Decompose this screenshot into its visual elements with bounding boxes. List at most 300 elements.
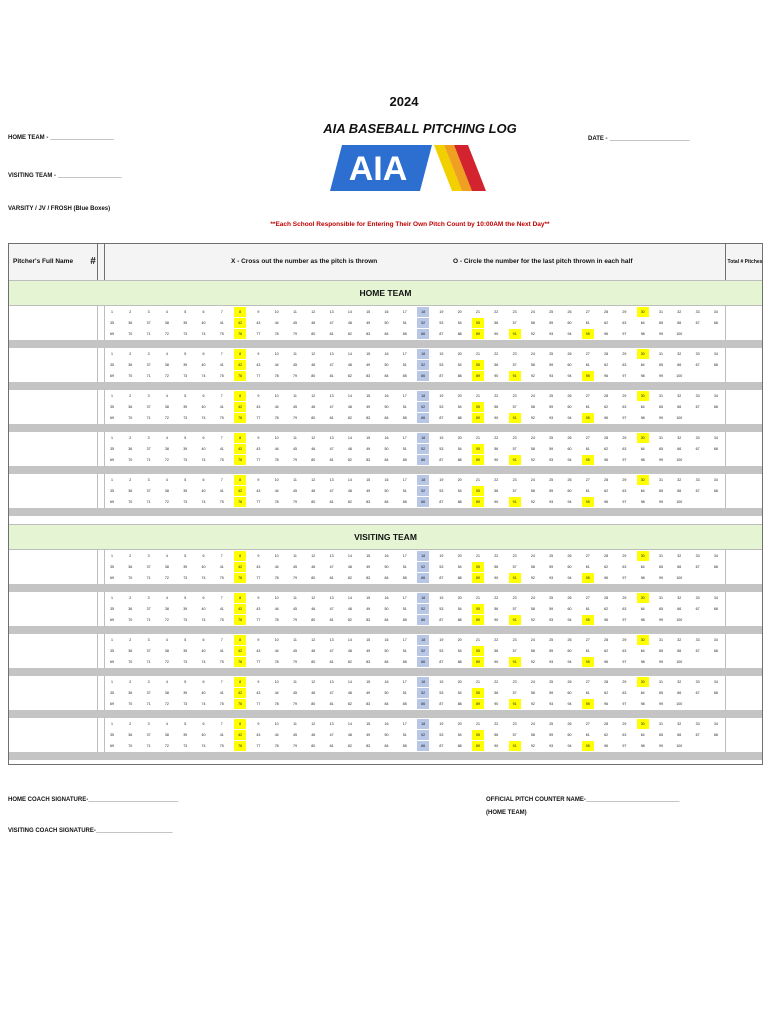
pitch-count-cell[interactable]: 99 (659, 416, 663, 420)
pitch-count-cell[interactable]: 45 (293, 363, 297, 367)
pitch-count-cell[interactable]: 92 (530, 744, 535, 748)
pitch-count-cell[interactable]: 86 (417, 741, 429, 751)
pitch-count-cell[interactable]: 9 (257, 680, 260, 684)
pitch-count-cell[interactable]: 62 (604, 489, 609, 493)
pitch-count-cell[interactable]: 56 (494, 649, 499, 653)
pitch-count-cell[interactable]: 73 (183, 660, 188, 664)
pitch-count-cell[interactable]: 75 (219, 332, 224, 336)
pitch-count-cell[interactable]: 79 (293, 576, 297, 580)
pitch-count-cell[interactable]: 68 (713, 649, 718, 653)
pitch-count-cell[interactable]: 4 (165, 352, 168, 356)
pitch-count-cell[interactable]: 60 (567, 321, 572, 325)
pitch-count-cell[interactable]: 16 (384, 310, 389, 314)
pitch-count-cell[interactable]: 59 (549, 733, 554, 737)
pitch-count-cell[interactable]: 32 (677, 596, 682, 600)
pitch-count-cell[interactable]: 53 (439, 565, 444, 569)
pitch-count-cell[interactable]: 11 (293, 554, 297, 558)
pitch-count-cell[interactable]: 3 (147, 554, 150, 558)
pitch-count-cell[interactable]: 6 (202, 638, 205, 642)
pitch-count-cell[interactable]: 100 (676, 500, 683, 504)
pitch-count-cell[interactable]: 86 (417, 573, 429, 583)
pitch-count-cell[interactable]: 46 (311, 733, 316, 737)
pitch-count-cell[interactable]: 12 (311, 596, 316, 600)
pitch-count-cell[interactable]: 94 (567, 500, 572, 504)
pitch-count-cell[interactable]: 91 (509, 371, 521, 381)
pitch-count-cell[interactable]: 41 (219, 321, 224, 325)
pitch-count-cell[interactable]: 97 (622, 660, 627, 664)
pitch-count-cell[interactable]: 4 (165, 680, 168, 684)
pitch-count-cell[interactable]: 81 (329, 374, 334, 378)
pitch-count-cell[interactable]: 35 (110, 405, 114, 409)
pitch-count-cell[interactable]: 11 (293, 638, 297, 642)
pitch-count-cell[interactable]: 81 (329, 702, 334, 706)
pitch-count-cell[interactable]: 84 (384, 458, 389, 462)
pitch-count-cell[interactable]: 38 (164, 691, 169, 695)
pitch-count-cell[interactable]: 40 (201, 321, 206, 325)
pitch-count-cell[interactable]: 11 (293, 680, 297, 684)
pitch-count-cell[interactable]: 8 (234, 719, 246, 729)
pitch-count-cell[interactable]: 48 (347, 649, 352, 653)
pitch-count-cell[interactable]: 78 (274, 744, 279, 748)
pitch-count-cell[interactable]: 42 (234, 646, 246, 656)
pitch-count-cell[interactable]: 24 (530, 554, 535, 558)
pitch-count-cell[interactable]: 66 (677, 447, 682, 451)
pitch-count-cell[interactable]: 48 (347, 489, 352, 493)
pitch-count-cell[interactable]: 91 (509, 413, 521, 423)
pitch-count-cell[interactable]: 48 (347, 447, 352, 451)
pitch-count-cell[interactable]: 62 (604, 649, 609, 653)
pitch-count-cell[interactable]: 68 (713, 489, 718, 493)
pitch-count-cell[interactable]: 86 (417, 657, 429, 667)
pitch-count-cell[interactable]: 5 (184, 394, 187, 398)
pitch-count-cell[interactable]: 13 (329, 310, 334, 314)
pitch-count-cell[interactable]: 86 (417, 455, 429, 465)
pitch-count-cell[interactable]: 69 (110, 332, 114, 336)
pitch-count-cell[interactable]: 52 (417, 360, 429, 370)
pitch-count-cell[interactable]: 22 (494, 638, 499, 642)
pitch-count-cell[interactable]: 77 (256, 660, 261, 664)
pitch-count-cell[interactable]: 80 (311, 416, 316, 420)
pitch-count-cell[interactable]: 91 (509, 741, 521, 751)
pitch-count-cell[interactable]: 63 (622, 405, 627, 409)
date-value[interactable]: ________________________ (609, 136, 690, 142)
pitch-count-cell[interactable]: 84 (384, 374, 389, 378)
pitch-count-cell[interactable]: 17 (402, 310, 407, 314)
pitch-count-cell[interactable]: 95 (582, 741, 594, 751)
pitch-count-cell[interactable]: 24 (530, 436, 535, 440)
pitch-count-cell[interactable]: 34 (713, 352, 718, 356)
pitch-count-cell[interactable]: 16 (384, 352, 389, 356)
pitch-count-cell[interactable]: 70 (128, 500, 133, 504)
pitch-count-cell[interactable]: 89 (472, 699, 484, 709)
pitch-count-cell[interactable]: 19 (439, 478, 444, 482)
pitch-count-cell[interactable]: 21 (476, 352, 480, 356)
pitch-count-cell[interactable]: 20 (457, 478, 462, 482)
pitch-count-cell[interactable]: 100 (676, 618, 683, 622)
pitch-count-cell[interactable]: 70 (128, 416, 133, 420)
pitch-count-cell[interactable]: 32 (677, 394, 682, 398)
pitch-count-cell[interactable]: 90 (494, 500, 499, 504)
pitch-count-cell[interactable]: 93 (549, 332, 554, 336)
pitch-count-cell[interactable]: 65 (659, 321, 663, 325)
pitch-count-cell[interactable]: 66 (677, 489, 682, 493)
pitch-count-cell[interactable]: 45 (293, 489, 297, 493)
pitch-count-cell[interactable]: 49 (366, 363, 371, 367)
pitch-count-cell[interactable]: 96 (604, 618, 609, 622)
pitch-count-cell[interactable]: 21 (476, 554, 480, 558)
pitch-count-cell[interactable]: 22 (494, 436, 499, 440)
pitch-count-cell[interactable]: 76 (234, 497, 246, 507)
pitch-count-cell[interactable]: 66 (677, 321, 682, 325)
pitch-count-cell[interactable]: 79 (293, 374, 297, 378)
pitch-count-cell[interactable]: 21 (476, 680, 480, 684)
total-pitches-cell[interactable] (725, 390, 763, 424)
pitch-count-cell[interactable]: 51 (402, 405, 407, 409)
pitch-count-cell[interactable]: 10 (274, 478, 279, 482)
pitch-count-cell[interactable]: 54 (457, 405, 462, 409)
pitch-count-cell[interactable]: 7 (220, 436, 223, 440)
pitch-count-cell[interactable]: 20 (457, 596, 462, 600)
pitch-count-cell[interactable]: 59 (549, 489, 554, 493)
pitch-count-cell[interactable]: 50 (384, 565, 389, 569)
pitch-count-cell[interactable]: 78 (274, 702, 279, 706)
pitch-count-cell[interactable]: 92 (530, 374, 535, 378)
pitch-count-cell[interactable]: 55 (472, 318, 484, 328)
pitch-count-cell[interactable]: 56 (494, 691, 499, 695)
pitch-count-cell[interactable]: 2 (129, 722, 132, 726)
pitch-count-cell[interactable]: 43 (256, 733, 261, 737)
pitch-count-cell[interactable]: 93 (549, 458, 554, 462)
pitch-count-cell[interactable]: 21 (476, 478, 480, 482)
pitch-count-cell[interactable]: 85 (402, 458, 407, 462)
pitch-count-cell[interactable]: 42 (234, 604, 246, 614)
pitch-count-cell[interactable]: 67 (695, 447, 700, 451)
pitch-count-cell[interactable]: 92 (530, 660, 535, 664)
pitch-count-cell[interactable]: 44 (274, 405, 279, 409)
pitch-count-cell[interactable]: 16 (384, 680, 389, 684)
pitch-count-cell[interactable]: 19 (439, 394, 444, 398)
pitch-count-cell[interactable]: 87 (439, 618, 444, 622)
pitch-count-cell[interactable]: 91 (509, 573, 521, 583)
pitch-count-cell[interactable]: 86 (417, 413, 429, 423)
pitch-count-cell[interactable]: 1 (111, 554, 113, 558)
pitch-count-cell[interactable]: 34 (713, 478, 718, 482)
pitch-count-cell[interactable]: 49 (366, 321, 371, 325)
pitch-count-cell[interactable]: 9 (257, 596, 260, 600)
pitch-count-cell[interactable]: 7 (220, 638, 223, 642)
pitch-count-cell[interactable]: 2 (129, 638, 132, 642)
pitch-count-cell[interactable]: 49 (366, 649, 371, 653)
pitch-count-cell[interactable]: 7 (220, 352, 223, 356)
pitch-count-cell[interactable]: 57 (512, 489, 517, 493)
pitch-count-cell[interactable]: 27 (585, 394, 590, 398)
pitch-count-cell[interactable]: 28 (604, 680, 609, 684)
pitch-count-cell[interactable]: 8 (234, 677, 246, 687)
pitch-count-cell[interactable]: 66 (677, 691, 682, 695)
pitch-count-cell[interactable]: 94 (567, 416, 572, 420)
pitch-count-cell[interactable]: 45 (293, 733, 297, 737)
pitch-count-cell[interactable]: 25 (549, 596, 554, 600)
pitch-count-cell[interactable]: 50 (384, 363, 389, 367)
pitch-count-cell[interactable]: 46 (311, 607, 316, 611)
pitcher-name-cell[interactable] (9, 676, 98, 710)
pitch-count-cell[interactable]: 99 (659, 660, 663, 664)
pitch-count-cell[interactable]: 60 (567, 405, 572, 409)
pitch-count-cell[interactable]: 62 (604, 691, 609, 695)
pitch-count-cell[interactable]: 33 (695, 722, 700, 726)
pitch-count-cell[interactable]: 10 (274, 554, 279, 558)
pitch-count-cell[interactable]: 54 (457, 691, 462, 695)
pitch-count-cell[interactable]: 84 (384, 744, 389, 748)
pitch-count-cell[interactable]: 27 (585, 478, 590, 482)
pitch-count-cell[interactable]: 12 (311, 352, 316, 356)
pitch-count-cell[interactable]: 80 (311, 576, 316, 580)
pitch-count-cell[interactable]: 35 (110, 733, 114, 737)
pitch-count-cell[interactable]: 42 (234, 402, 246, 412)
pitch-count-cell[interactable]: 31 (659, 554, 663, 558)
pitch-count-cell[interactable]: 62 (604, 733, 609, 737)
pitch-count-cell[interactable]: 14 (347, 310, 352, 314)
pitch-count-cell[interactable]: 26 (567, 394, 572, 398)
pitch-count-cell[interactable]: 91 (509, 615, 521, 625)
pitch-count-cell[interactable]: 85 (402, 618, 407, 622)
pitch-count-cell[interactable]: 5 (184, 638, 187, 642)
pitcher-name-cell[interactable] (9, 348, 98, 382)
pitch-count-cell[interactable]: 65 (659, 733, 663, 737)
pitch-count-cell[interactable]: 31 (659, 436, 663, 440)
pitch-count-cell[interactable]: 87 (439, 458, 444, 462)
pitch-count-cell[interactable]: 20 (457, 554, 462, 558)
pitch-count-cell[interactable]: 97 (622, 458, 627, 462)
pitch-count-cell[interactable]: 57 (512, 363, 517, 367)
pitch-count-cell[interactable]: 8 (234, 433, 246, 443)
pitch-count-cell[interactable]: 84 (384, 332, 389, 336)
pitch-count-cell[interactable]: 4 (165, 436, 168, 440)
pitch-count-cell[interactable]: 31 (659, 680, 663, 684)
pitch-count-cell[interactable]: 82 (347, 332, 352, 336)
pitch-count-cell[interactable]: 87 (439, 332, 444, 336)
pitch-count-cell[interactable]: 91 (509, 455, 521, 465)
pitch-count-cell[interactable]: 85 (402, 500, 407, 504)
pitch-count-cell[interactable]: 47 (329, 489, 334, 493)
pitch-count-cell[interactable]: 84 (384, 576, 389, 580)
pitch-count-cell[interactable]: 17 (402, 436, 407, 440)
pitch-count-cell[interactable]: 19 (439, 436, 444, 440)
pitch-count-cell[interactable]: 60 (567, 607, 572, 611)
pitch-count-cell[interactable]: 82 (347, 744, 352, 748)
pitch-count-cell[interactable]: 60 (567, 489, 572, 493)
pitch-count-cell[interactable]: 96 (604, 660, 609, 664)
pitch-count-cell[interactable]: 63 (622, 607, 627, 611)
pitch-count-cell[interactable]: 2 (129, 478, 132, 482)
pitch-count-cell[interactable]: 98 (640, 500, 645, 504)
pitch-count-cell[interactable]: 2 (129, 680, 132, 684)
pitch-count-cell[interactable]: 49 (366, 489, 371, 493)
pitch-count-cell[interactable]: 41 (219, 447, 224, 451)
pitch-count-cell[interactable]: 90 (494, 416, 499, 420)
pitch-count-cell[interactable]: 21 (476, 722, 480, 726)
pitch-count-cell[interactable]: 47 (329, 565, 334, 569)
pitch-count-cell[interactable]: 91 (509, 329, 521, 339)
pitch-count-cell[interactable]: 30 (637, 635, 649, 645)
pitch-count-cell[interactable]: 35 (110, 691, 114, 695)
pitch-count-cell[interactable]: 43 (256, 321, 261, 325)
pitch-count-cell[interactable]: 16 (384, 722, 389, 726)
pitch-count-cell[interactable]: 53 (439, 607, 444, 611)
pitch-count-cell[interactable]: 8 (234, 307, 246, 317)
pitch-count-cell[interactable]: 79 (293, 660, 297, 664)
pitcher-number-cell[interactable] (97, 550, 105, 584)
pitch-count-cell[interactable]: 1 (111, 680, 113, 684)
pitch-count-cell[interactable]: 77 (256, 702, 261, 706)
pitch-count-cell[interactable]: 37 (146, 649, 151, 653)
pitch-count-cell[interactable]: 22 (494, 596, 499, 600)
pitch-count-cell[interactable]: 33 (695, 436, 700, 440)
pitch-count-cell[interactable]: 30 (637, 391, 649, 401)
pitch-count-cell[interactable]: 82 (347, 374, 352, 378)
pitch-count-cell[interactable]: 66 (677, 565, 682, 569)
pitch-count-cell[interactable]: 50 (384, 405, 389, 409)
pitch-count-cell[interactable]: 42 (234, 444, 246, 454)
pitch-count-cell[interactable]: 49 (366, 405, 371, 409)
pitch-count-cell[interactable]: 56 (494, 447, 499, 451)
pitch-count-cell[interactable]: 90 (494, 744, 499, 748)
pitch-count-cell[interactable]: 64 (640, 321, 645, 325)
pitcher-name-cell[interactable] (9, 550, 98, 584)
pitch-count-cell[interactable]: 1 (111, 722, 113, 726)
pitch-count-cell[interactable]: 86 (417, 699, 429, 709)
pitch-count-cell[interactable]: 74 (201, 374, 206, 378)
pitch-count-cell[interactable]: 24 (530, 638, 535, 642)
pitch-count-cell[interactable]: 28 (604, 436, 609, 440)
pitch-count-cell[interactable]: 37 (146, 691, 151, 695)
pitch-count-cell[interactable]: 24 (530, 394, 535, 398)
pitch-count-cell[interactable]: 12 (311, 680, 316, 684)
pitch-count-cell[interactable]: 83 (366, 618, 371, 622)
pitch-count-cell[interactable]: 85 (402, 576, 407, 580)
pitch-count-cell[interactable]: 88 (457, 374, 462, 378)
pitch-count-cell[interactable]: 60 (567, 565, 572, 569)
pitch-count-cell[interactable]: 55 (472, 688, 484, 698)
pitch-count-cell[interactable]: 82 (347, 416, 352, 420)
pitch-count-cell[interactable]: 1 (111, 394, 113, 398)
pitch-count-cell[interactable]: 31 (659, 638, 663, 642)
pitch-count-cell[interactable]: 57 (512, 649, 517, 653)
pitch-count-cell[interactable]: 62 (604, 363, 609, 367)
pitch-count-cell[interactable]: 89 (472, 371, 484, 381)
pitch-count-cell[interactable]: 75 (219, 374, 224, 378)
pitch-count-cell[interactable]: 57 (512, 691, 517, 695)
pitch-count-cell[interactable]: 49 (366, 447, 371, 451)
pitch-count-cell[interactable]: 7 (220, 554, 223, 558)
pitch-count-cell[interactable]: 24 (530, 722, 535, 726)
pitcher-number-cell[interactable] (97, 306, 105, 340)
pitch-count-cell[interactable]: 58 (530, 489, 535, 493)
pitcher-number-cell[interactable] (97, 718, 105, 752)
pitch-count-cell[interactable]: 99 (659, 576, 663, 580)
pitch-count-cell[interactable]: 59 (549, 363, 554, 367)
pitch-count-cell[interactable]: 84 (384, 500, 389, 504)
pitch-count-cell[interactable]: 12 (311, 394, 316, 398)
pitch-count-cell[interactable]: 51 (402, 733, 407, 737)
pitch-count-cell[interactable]: 61 (585, 607, 590, 611)
pitch-count-cell[interactable]: 39 (183, 607, 188, 611)
pitch-count-cell[interactable]: 47 (329, 405, 334, 409)
pitch-count-cell[interactable]: 74 (201, 500, 206, 504)
pitch-count-cell[interactable]: 6 (202, 722, 205, 726)
pitch-count-cell[interactable]: 57 (512, 607, 517, 611)
pitch-count-cell[interactable]: 30 (637, 349, 649, 359)
pitch-count-cell[interactable]: 23 (512, 394, 517, 398)
pitch-count-cell[interactable]: 56 (494, 363, 499, 367)
pitch-count-cell[interactable]: 16 (384, 478, 389, 482)
pitch-count-cell[interactable]: 59 (549, 691, 554, 695)
pitch-count-cell[interactable]: 69 (110, 618, 114, 622)
pitch-count-cell[interactable]: 44 (274, 489, 279, 493)
pitch-count-cell[interactable]: 48 (347, 565, 352, 569)
pitch-count-cell[interactable]: 89 (472, 497, 484, 507)
pitch-count-cell[interactable]: 55 (472, 604, 484, 614)
pitch-count-cell[interactable]: 33 (695, 478, 700, 482)
pitch-count-cell[interactable]: 28 (604, 722, 609, 726)
pitch-count-cell[interactable]: 15 (366, 554, 371, 558)
pitch-count-cell[interactable]: 79 (293, 458, 297, 462)
pitch-count-cell[interactable]: 43 (256, 447, 261, 451)
pitch-count-cell[interactable]: 46 (311, 405, 316, 409)
pitch-count-cell[interactable]: 14 (347, 722, 352, 726)
pitch-count-cell[interactable]: 47 (329, 691, 334, 695)
pitch-count-cell[interactable]: 78 (274, 374, 279, 378)
pitch-count-cell[interactable]: 15 (366, 722, 371, 726)
pitch-count-cell[interactable]: 82 (347, 702, 352, 706)
pitch-count-cell[interactable]: 97 (622, 744, 627, 748)
pitch-count-cell[interactable]: 72 (164, 458, 169, 462)
pitch-count-cell[interactable]: 5 (184, 436, 187, 440)
pitch-count-cell[interactable]: 35 (110, 321, 114, 325)
pitch-count-cell[interactable]: 39 (183, 321, 188, 325)
total-pitches-cell[interactable] (725, 718, 763, 752)
pitch-count-cell[interactable]: 61 (585, 447, 590, 451)
pitch-count-cell[interactable]: 89 (472, 329, 484, 339)
pitch-count-cell[interactable]: 19 (439, 722, 444, 726)
pitch-count-cell[interactable]: 37 (146, 405, 151, 409)
pitch-count-cell[interactable]: 7 (220, 478, 223, 482)
pitch-count-cell[interactable]: 4 (165, 596, 168, 600)
pitch-count-cell[interactable]: 16 (384, 596, 389, 600)
pitch-count-cell[interactable]: 9 (257, 554, 260, 558)
pitch-count-cell[interactable]: 81 (329, 660, 334, 664)
pitch-count-cell[interactable]: 37 (146, 607, 151, 611)
pitch-count-cell[interactable]: 60 (567, 649, 572, 653)
pitch-count-cell[interactable]: 65 (659, 405, 663, 409)
pitcher-name-cell[interactable] (9, 432, 98, 466)
pitch-count-cell[interactable]: 64 (640, 691, 645, 695)
pitch-count-cell[interactable]: 28 (604, 310, 609, 314)
pitch-count-cell[interactable]: 88 (457, 458, 462, 462)
pitch-count-cell[interactable]: 73 (183, 332, 188, 336)
pitch-count-cell[interactable]: 87 (439, 374, 444, 378)
pitch-count-cell[interactable]: 25 (549, 310, 554, 314)
pitch-count-cell[interactable]: 49 (366, 607, 371, 611)
pitch-count-cell[interactable]: 57 (512, 405, 517, 409)
pitch-count-cell[interactable]: 9 (257, 352, 260, 356)
pitch-count-cell[interactable]: 74 (201, 702, 206, 706)
pitch-count-cell[interactable]: 36 (128, 447, 133, 451)
pitch-count-cell[interactable]: 51 (402, 489, 407, 493)
pitch-count-cell[interactable]: 79 (293, 500, 297, 504)
pitch-count-cell[interactable]: 20 (457, 638, 462, 642)
pitcher-name-cell[interactable] (9, 634, 98, 668)
